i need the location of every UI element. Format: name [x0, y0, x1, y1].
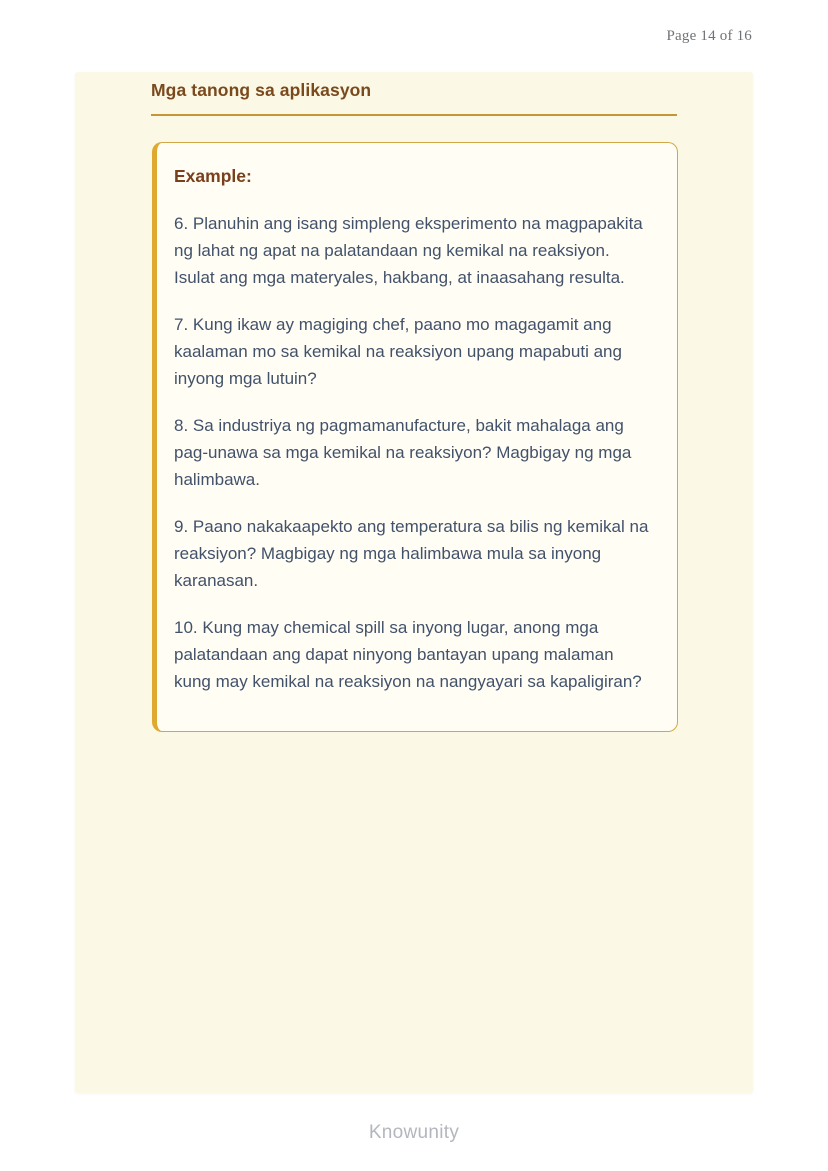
section-heading: Mga tanong sa aplikasyon	[151, 80, 677, 116]
content-panel	[75, 72, 753, 1093]
question-7: 7. Kung ikaw ay magiging chef, paano mo magagamit ang kaalaman mo sa kemikal na reaksiyon upang mapabuti ang inyong mga lutuin?	[174, 315, 622, 388]
question-6: 6. Planuhin ang isang simpleng eksperimento na magpapakita ng lahat ng apat na palatandaan ng kemikal na reaksiyon. Isulat ang mga materyales, hakbang, at inaasahang resulta.	[174, 214, 643, 287]
question-8: 8. Sa industriya ng pagmamanufacture, bakit mahalaga ang pag-unawa sa mga kemikal na reaksiyon? Magbigay ng mga halimbawa.	[174, 416, 632, 489]
example-card	[152, 142, 678, 732]
example-label: Example:	[174, 166, 252, 186]
section-heading-wrap	[151, 72, 677, 116]
footer-brand: Knowunity	[368, 1122, 460, 1143]
page-indicator: Page 14 of 16	[666, 28, 752, 44]
question-9: 9. Paano nakakaapekto ang temperatura sa bilis ng kemikal na reaksiyon? Magbigay ng mga halimbawa mula sa inyong karanasan.	[174, 517, 649, 590]
question-10: 10. Kung may chemical spill sa inyong lugar, anong mga palatandaan ang dapat ninyong bantayan upang malaman kung may kemikal na reaksiyon na nangyayari sa kapaligiran?	[174, 618, 642, 691]
